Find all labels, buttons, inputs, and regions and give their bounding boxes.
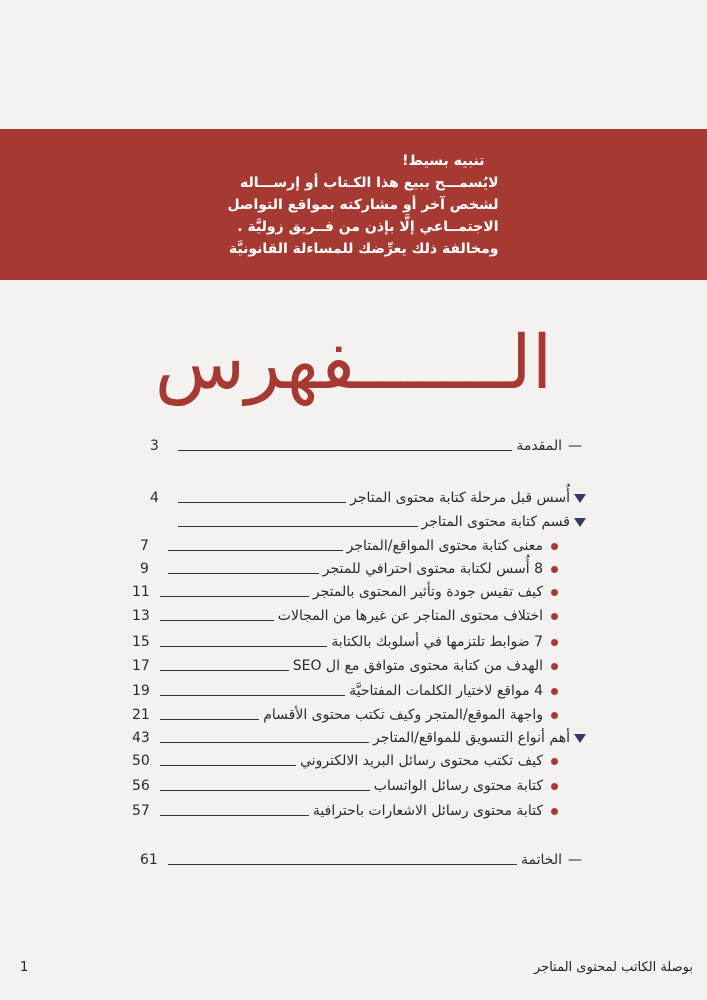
- toc-entry-page: 7: [140, 538, 149, 554]
- leader-line: [168, 864, 517, 865]
- leader-line: [160, 646, 327, 647]
- toc-entry-label: أُسس قبل مرحلة كتابة محتوى المتاجر: [350, 490, 570, 506]
- toc-entry[interactable]: [132, 701, 558, 725]
- toc-entry[interactable]: [132, 652, 558, 676]
- leader-line: [178, 450, 512, 451]
- toc-entry[interactable]: [140, 555, 558, 579]
- dot-bullet-icon: [551, 639, 558, 646]
- toc-entry-introduction[interactable]: [150, 432, 582, 456]
- toc-entry-label: كتابة محتوى رسائل الواتساب: [373, 778, 543, 794]
- leader-line: [168, 550, 343, 551]
- toc-entry-label: أهم أنواع التسويق للمواقع/المتاجر: [373, 730, 570, 746]
- toc-entry-page: 15: [132, 634, 150, 650]
- dot-bullet-icon: [551, 783, 558, 790]
- dot-bullet-icon: [551, 808, 558, 815]
- toc-entry-label: 7 ضوابط تلتزمها في أسلوبك بالكتابة: [331, 634, 543, 650]
- dot-bullet-icon: [551, 688, 558, 695]
- toc-entry[interactable]: [132, 772, 558, 796]
- toc-entry-label: المقدمة: [516, 438, 562, 454]
- dash-marker: —: [568, 852, 582, 868]
- toc-entry-page: 9: [140, 561, 149, 577]
- toc-entry-page: 57: [132, 803, 150, 819]
- toc-entry-page: 43: [132, 730, 150, 746]
- toc-entry-conclusion[interactable]: [140, 846, 582, 870]
- toc-entry[interactable]: [132, 677, 558, 701]
- triangle-bullet-icon: [574, 734, 586, 743]
- leader-line: [160, 695, 345, 696]
- leader-line: [160, 596, 309, 597]
- toc-entry[interactable]: [150, 484, 586, 508]
- toc-entry-label: كتابة محتوى رسائل الاشعارات باحترافية: [312, 803, 543, 819]
- running-footer-title: بوصلة الكاتب لمحتوى المتاجر: [533, 960, 693, 975]
- toc-entry-page: 17: [132, 658, 150, 674]
- notice-line: ومخالفة ذلك يعرِّضك للمساءلة القانونيَّة: [228, 240, 499, 257]
- toc-entry-label: كيف تقيس جودة وتأثير المحتوى بالمتجر: [312, 584, 543, 600]
- toc-entry-page: 61: [140, 852, 158, 868]
- dot-bullet-icon: [551, 712, 558, 719]
- toc-entry[interactable]: [132, 578, 558, 602]
- notice-title: تنبيه بسيط!: [402, 152, 485, 169]
- toc-entry-page: 50: [132, 753, 150, 769]
- dot-bullet-icon: [551, 613, 558, 620]
- toc-entry-page: 13: [132, 608, 150, 624]
- leader-line: [160, 742, 369, 743]
- toc-entry-page: 3: [150, 438, 159, 454]
- notice-line: لايُسمـــح ببيع هذا الكـتاب أو إرســـاله: [240, 174, 499, 191]
- toc-entry[interactable]: [132, 602, 558, 626]
- toc-entry-page: 21: [132, 707, 150, 723]
- toc-entry-label: قسم كتابة محتوى المتاجر: [421, 514, 570, 530]
- leader-line: [160, 790, 370, 791]
- toc-entry-label: معنى كتابة محتوى المواقع/المتاجر: [346, 538, 543, 554]
- toc-entry[interactable]: [132, 797, 558, 821]
- toc-entry-label: 8 أُسس لكتابة محتوى احترافي للمتجر: [322, 561, 543, 577]
- dot-bullet-icon: [551, 589, 558, 596]
- leader-line: [160, 815, 309, 816]
- toc-entry-page: 19: [132, 683, 150, 699]
- toc-entry-label: الهدف من كتابة محتوى متوافق مع ال SEO: [292, 658, 543, 674]
- toc-entry-page: 4: [150, 490, 159, 506]
- notice-line: الاجتمــاعي إلَّا بإذن من فــريق زوليَّة .: [237, 218, 499, 235]
- toc-entry[interactable]: [150, 508, 586, 532]
- leader-line: [160, 620, 274, 621]
- toc-heading: الـــــــفهرس: [154, 320, 553, 406]
- leader-line: [160, 670, 289, 671]
- triangle-bullet-icon: [574, 494, 586, 503]
- toc-entry[interactable]: [140, 532, 558, 556]
- notice-line: لشخص آخر أو مشاركته بمواقع التواصل: [227, 196, 499, 213]
- toc-entry-label: واجهة الموقع/المتجر وكيف تكتب محتوى الأقسام: [263, 707, 543, 723]
- toc-entry[interactable]: [132, 747, 558, 771]
- dot-bullet-icon: [551, 543, 558, 550]
- leader-line: [160, 719, 259, 720]
- toc-entry-page: 11: [132, 584, 150, 600]
- page-number: 1: [20, 960, 29, 975]
- toc-entry-label: الخاتمة: [521, 852, 562, 868]
- leader-line: [160, 765, 296, 766]
- leader-line: [178, 502, 346, 503]
- toc-entry-label: اختلاف محتوى المتاجر عن غيرها من المجالات: [277, 608, 543, 624]
- toc-entry-label: كيف تكتب محتوى رسائل البريد الالكتروني: [300, 753, 543, 769]
- dot-bullet-icon: [551, 566, 558, 573]
- dot-bullet-icon: [551, 663, 558, 670]
- toc-entry[interactable]: [132, 724, 586, 748]
- leader-line: [178, 526, 418, 527]
- dot-bullet-icon: [551, 758, 558, 765]
- toc-entry-label: 4 مواقع لاختيار الكلمات المفتاحيَّة: [349, 683, 543, 699]
- triangle-bullet-icon: [574, 518, 586, 527]
- dash-marker: —: [568, 438, 582, 454]
- toc-entry[interactable]: [132, 628, 558, 652]
- leader-line: [168, 573, 319, 574]
- toc-entry-page: 56: [132, 778, 150, 794]
